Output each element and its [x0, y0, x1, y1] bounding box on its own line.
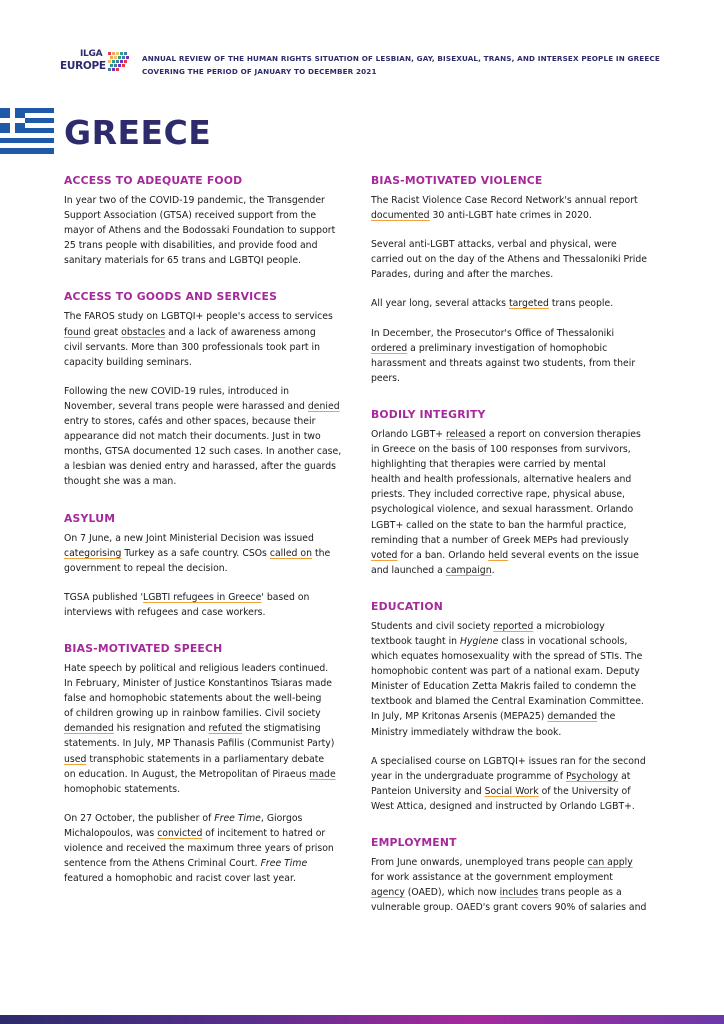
- text-fragment: of the University of: [538, 785, 631, 797]
- section-heading: ACCESS TO ADEQUATE FOOD: [64, 174, 243, 187]
- section-access-to-goods: [64, 290, 356, 489]
- text-line: mayor of Athens and the Bodossaki Foundation to support: [64, 225, 336, 237]
- text-line: harassment and threats against two students, from their: [371, 357, 636, 369]
- text-fragment: the stigmatising: [242, 723, 321, 735]
- link-ordered[interactable]: ordered: [371, 342, 408, 354]
- text-fragment: class in vocational schools,: [498, 635, 628, 647]
- text-fragment: of incitement to hatred or: [202, 827, 326, 839]
- text-fragment: .: [491, 564, 495, 576]
- italic-title: Free Time: [214, 812, 261, 824]
- report-title-line-1: ANNUAL REVIEW OF THE HUMAN RIGHTS SITUATION OF LESBIAN, GAY, BISEXUAL, TRANS, AND INTERSEX PEOPLE IN GREECE: [142, 54, 660, 63]
- text-line: capacity building seminars.: [64, 356, 192, 368]
- report-title-line-2: COVERING THE PERIOD OF JANUARY TO DECEMBER 2021: [142, 67, 377, 76]
- section-heading: EDUCATION: [371, 599, 443, 613]
- paragraph: [371, 237, 663, 282]
- text-fragment: and a lack of awareness among: [165, 326, 316, 338]
- paragraph: [64, 309, 356, 369]
- text-line: Several anti-LGBT attacks, verbal and physical, were: [371, 239, 617, 251]
- paragraph: [371, 855, 663, 915]
- section-heading: EMPLOYMENT: [371, 836, 457, 849]
- paragraph: [371, 326, 663, 386]
- text-fragment: at: [618, 770, 631, 782]
- link-reported[interactable]: reported: [493, 620, 534, 632]
- paragraph: [371, 754, 663, 814]
- text-fragment: Turkey as a safe country. CSOs: [121, 547, 270, 559]
- link-obstacles[interactable]: obstacles: [121, 326, 166, 338]
- text-line: sanitary materials for 65 trans and LGBTQI people.: [64, 255, 301, 267]
- link-refuted[interactable]: refuted: [208, 723, 243, 735]
- text-line: which equates homosexuality with the spread of STIs. The: [371, 651, 643, 663]
- text-fragment: the: [311, 547, 331, 559]
- paragraph: [64, 590, 356, 620]
- text-line: Ministry immediately withdraw the book.: [371, 726, 562, 738]
- italic-term: Hygiene: [460, 635, 499, 647]
- paragraph: [64, 811, 356, 886]
- text-fragment: ' based on: [261, 591, 310, 603]
- text-line: peers.: [371, 372, 400, 384]
- section-heading: ACCESS TO GOODS AND SERVICES: [64, 290, 278, 304]
- report-title: [142, 52, 702, 78]
- text-line: Hate speech by political and religious leaders continued.: [64, 662, 329, 674]
- text-line: carried out on the day of the Athens and Thessaloniki Pride: [371, 254, 647, 266]
- text-line: health and health professionals, alternative healers and: [371, 474, 632, 486]
- text-line: false and homophobic statements about the well-being: [64, 693, 322, 705]
- text-fragment: 30 anti-LGBT hate crimes in 2020.: [429, 210, 592, 222]
- link-categorising[interactable]: categorising: [64, 547, 122, 559]
- text-line: appearance did not match their documents. Just in two: [64, 431, 321, 443]
- text-fragment: On 27 October, the publisher of: [64, 812, 215, 824]
- paragraph: [371, 619, 663, 740]
- right-column: [371, 174, 663, 937]
- text-line: thought she was a man.: [64, 476, 177, 488]
- text-fragment: Students and civil society: [371, 620, 494, 632]
- text-fragment: In July, MP Kritonas Arsenis (MEPA25): [371, 711, 548, 723]
- text-line: interviews with refugees and case workers.: [64, 606, 266, 618]
- paragraph: [64, 384, 356, 490]
- left-column: [64, 174, 356, 908]
- text-line: civil servants. More than 300 professionals took part in: [64, 341, 320, 353]
- text-line: A specialised course on LGBTQI+ issues ran for the second: [371, 755, 646, 767]
- text-line: On 7 June, a new Joint Ministerial Decision was issued: [64, 532, 314, 544]
- text-fragment: year in the undergraduate programme of: [371, 770, 566, 782]
- link-social-work[interactable]: Social Work: [484, 785, 539, 797]
- link-released[interactable]: released: [446, 428, 486, 440]
- text-line: for work assistance at the government employment: [371, 872, 613, 884]
- text-fragment: , Giorgos: [260, 812, 303, 824]
- link-can-apply[interactable]: can apply: [587, 857, 633, 868]
- link-lgbti-refugees-in-greece[interactable]: LGBTI refugees in Greece: [143, 591, 262, 603]
- paragraph: [64, 661, 356, 797]
- text-line: psychological violence, and sexual harassment. Orlando: [371, 504, 634, 516]
- text-line: reminding that a number of Greek MEPs had previously: [371, 534, 629, 546]
- rainbow-dots-icon: [108, 52, 130, 74]
- link-targeted[interactable]: targeted: [508, 298, 549, 310]
- link-made[interactable]: made: [309, 768, 336, 780]
- section-bodily-integrity: [371, 408, 663, 578]
- logo-text-bottom: EUROPE: [60, 60, 106, 72]
- greek-flag-icon: [0, 108, 54, 154]
- text-fragment: on education. In August, the Metropolitan of Piraeus: [64, 768, 310, 780]
- text-fragment: the: [597, 711, 616, 723]
- text-line: Following the new COVID-19 rules, introduced in: [64, 385, 290, 397]
- text-line: In February, Minister of Justice Konstantinos Tsiaras made: [64, 678, 333, 690]
- section-heading: ASYLUM: [64, 511, 116, 525]
- text-fragment: several events on the issue: [508, 549, 639, 561]
- text-line: West Attica, designed and instructed by Orlando LGBT+.: [371, 800, 635, 812]
- text-line: featured a homophobic and racist cover last year.: [64, 873, 296, 885]
- link-psychology[interactable]: Psychology: [565, 770, 619, 782]
- section-bias-motivated-violence: [371, 174, 663, 386]
- paragraph: [64, 531, 356, 576]
- text-fragment: From June onwards, unemployed trans people: [371, 857, 588, 868]
- text-line: In year two of the COVID-19 pandemic, the Transgender: [64, 195, 325, 206]
- text-fragment: textbook taught in: [371, 635, 461, 647]
- text-fragment: a preliminary investigation of homophobic: [407, 342, 608, 354]
- text-fragment: for a ban. Orlando: [397, 549, 489, 561]
- section-employment: [371, 836, 663, 915]
- paragraph: [64, 193, 356, 268]
- section-asylum: [64, 512, 356, 620]
- text-line: of children growing up in rainbow families. Civil society: [64, 708, 321, 720]
- text-line: The Racist Violence Case Record Network's annual report: [371, 195, 638, 206]
- text-fragment: (OAED), which now: [404, 887, 500, 899]
- section-heading: BODILY INTEGRITY: [371, 407, 486, 421]
- link-includes[interactable]: includes: [499, 887, 539, 899]
- section-bias-motivated-speech: [64, 642, 356, 886]
- text-fragment: All year long, several attacks: [371, 298, 509, 310]
- text-fragment: trans people.: [548, 298, 614, 310]
- text-fragment: trans people as a: [538, 887, 622, 899]
- link-demanded[interactable]: demanded: [64, 723, 114, 735]
- text-fragment: Panteion University and: [371, 785, 485, 797]
- footer-gradient-bar: [0, 1015, 724, 1024]
- paragraph: [371, 193, 663, 223]
- link-called-on[interactable]: called on: [269, 547, 312, 559]
- report-header: [60, 48, 700, 82]
- text-fragment: sentence from the Athens Criminal Court.: [64, 858, 261, 870]
- text-fragment: Michalopoulos, was: [64, 827, 158, 839]
- text-line: 25 trans people with disabilities, and provide food and: [64, 240, 318, 252]
- text-fragment: TGSA published ': [64, 591, 144, 603]
- text-line: homophobic content was part of a national exam. Deputy: [371, 666, 640, 678]
- italic-title: Free Time: [260, 858, 308, 870]
- text-line: highlighting that therapies were carried by mental: [371, 459, 606, 471]
- text-fragment: great: [90, 326, 122, 338]
- text-line: The FAROS study on LGBTQI+ people's access to services: [64, 311, 333, 323]
- text-fragment: a report on conversion therapies: [485, 428, 641, 440]
- paragraph: [371, 296, 663, 311]
- text-fragment: Orlando LGBT+: [371, 428, 447, 440]
- link-used[interactable]: used: [64, 753, 87, 765]
- text-line: In December, the Prosecutor's Office of Thessaloniki: [371, 327, 615, 339]
- text-line: textbook and blamed the Central Examination Committee.: [371, 696, 644, 708]
- text-line: vulnerable group. OAED's grant covers 90% of salaries and: [371, 902, 647, 914]
- text-line: government to repeal the decision.: [64, 562, 228, 574]
- text-line: statements. In July, MP Thanasis Pafilis (Communist Party): [64, 738, 335, 750]
- section-education: [371, 600, 663, 814]
- text-line: priests. They included corrective rape, physical abuse,: [371, 489, 625, 501]
- section-heading: BIAS-MOTIVATED VIOLENCE: [371, 174, 543, 187]
- country-title: GREECE: [64, 113, 212, 152]
- text-line: Minister of Education Zetta Makris failed to condemn the: [371, 681, 637, 693]
- link-convicted[interactable]: convicted: [157, 827, 203, 839]
- logo-text-top: ILGA: [80, 49, 103, 59]
- text-fragment: November, several trans people were harassed and: [64, 400, 308, 412]
- text-fragment: his resignation and: [113, 723, 209, 735]
- text-line: a lesbian was denied entry and harassed, after the guards: [64, 461, 336, 473]
- text-line: months, GTSA documented 12 such cases. In another case,: [64, 446, 342, 458]
- paragraph: [371, 427, 663, 578]
- link-denied[interactable]: denied: [307, 400, 340, 412]
- text-line: violence and received the maximum three years of prison: [64, 843, 334, 854]
- text-fragment: transphobic statements in a parliamentary debate: [86, 753, 325, 765]
- text-line: entry to stores, cafés and other spaces, because their: [64, 416, 316, 428]
- link-voted[interactable]: voted: [371, 549, 398, 561]
- link-campaign[interactable]: campaign: [445, 564, 492, 576]
- link-documented[interactable]: documented: [371, 210, 430, 222]
- text-line: Support Association (GTSA) received support from the: [64, 210, 317, 222]
- text-line: Parades, during and after the marches.: [371, 269, 554, 281]
- ilga-europe-logo: [60, 48, 134, 82]
- text-line: LGBT+ called on the state to ban the harmful practice,: [371, 519, 627, 531]
- link-found[interactable]: found: [64, 326, 91, 338]
- link-demanded-withdrawal[interactable]: demanded: [547, 711, 598, 723]
- text-line: in Greece on the basis of 100 responses from survivors,: [371, 444, 631, 456]
- section-heading: BIAS-MOTIVATED SPEECH: [64, 641, 223, 655]
- link-held[interactable]: held: [488, 549, 509, 561]
- text-fragment: and launched a: [371, 564, 446, 576]
- text-fragment: a microbiology: [533, 620, 605, 632]
- text-line: homophobic statements.: [64, 783, 181, 795]
- section-access-to-food: [64, 174, 356, 268]
- link-agency[interactable]: agency: [371, 887, 405, 899]
